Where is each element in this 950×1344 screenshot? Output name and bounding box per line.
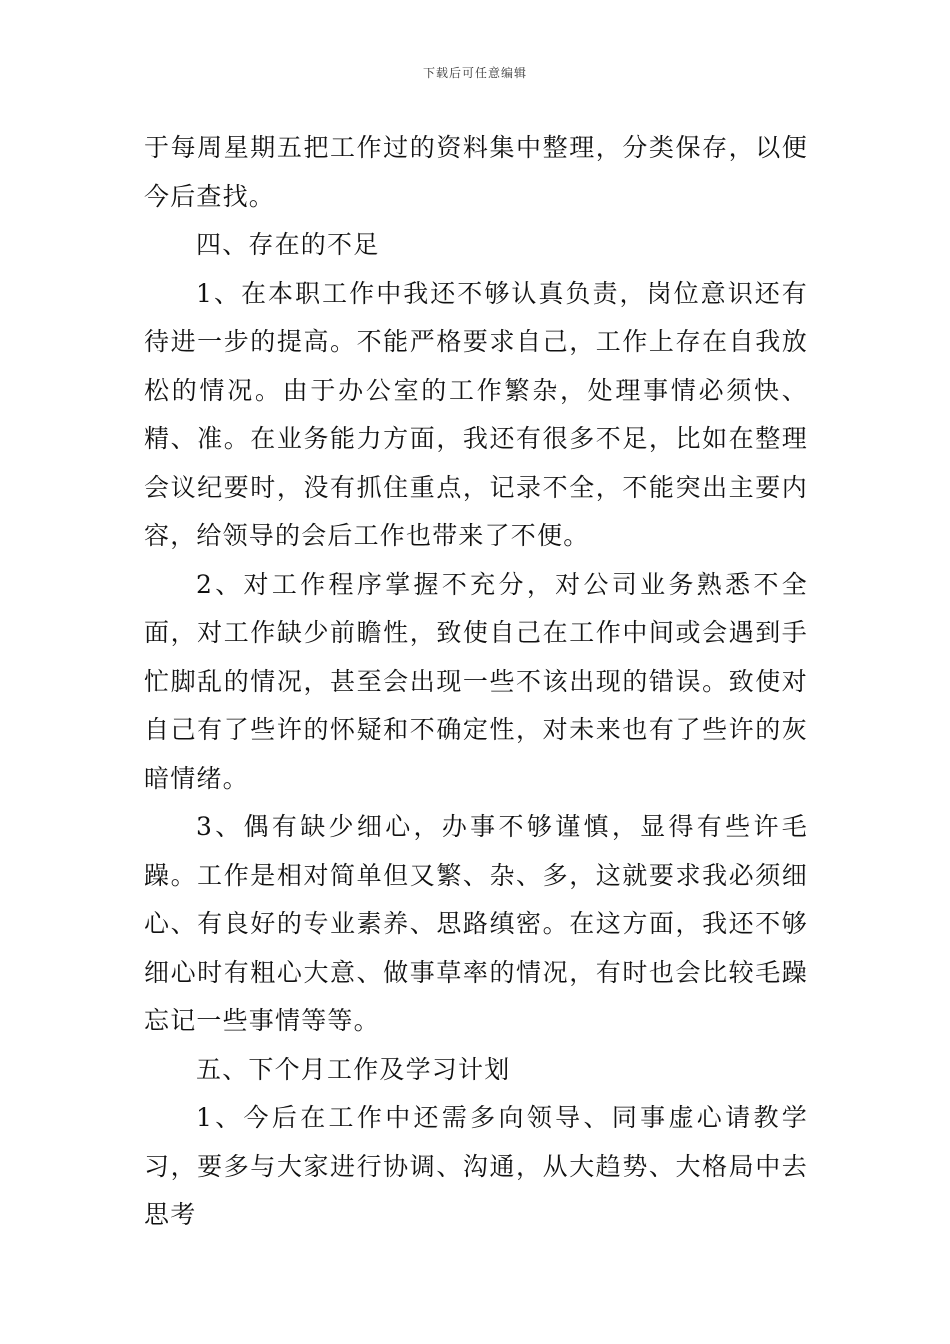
paragraph-shortcoming-2: 2、对工作程序掌握不充分，对公司业务熟悉不全面，对工作缺少前瞻性，致使自己在工作中间或会遇到手忙脚乱的情况，甚至会出现一些不该出现的错误。致使对自己有了些许的怀疑和不确定性，对未来也有了些许的灰暗情绪。 <box>144 569 808 793</box>
paragraph-continuation: 于每周星期五把工作过的资料集中整理，分类保存，以便今后查找。 <box>144 133 808 211</box>
page-header: 下载后可任意编辑 <box>422 66 527 80</box>
paragraph-shortcoming-1: 1、在本职工作中我还不够认真负责，岗位意识还有待进一步的提高。不能严格要求自己，工作上存在自我放松的情况。由于办公室的工作繁杂，处理事情必须快、精、准。在业务能力方面，我还有很多不足，比如在整理会议纪要时，没有抓住重点，记录不全，不能突出主要内容，给领导的会后工作也带来了不便。 <box>144 278 808 550</box>
paragraph-plan-1: 1、今后在工作中还需多向领导、同事虚心请教学习，要多与大家进行协调、沟通，从大趋势、大格局中去思考 <box>144 1103 808 1229</box>
document-body <box>144 124 808 1240</box>
section-heading-next-month-plan: 五、下个月工作及学习计划 <box>196 1054 511 1084</box>
section-heading-shortcomings: 四、存在的不足 <box>196 230 380 259</box>
paragraph-shortcoming-3: 3、偶有缺少细心，办事不够谨慎，显得有些许毛躁。工作是相对简单但又繁、杂、多，这就要求我必须细心、有良好的专业素养、思路缜密。在这方面，我还不够细心时有粗心大意、做事草率的情况，有时也会比较毛躁忘记一些事情等等。 <box>144 812 808 1035</box>
